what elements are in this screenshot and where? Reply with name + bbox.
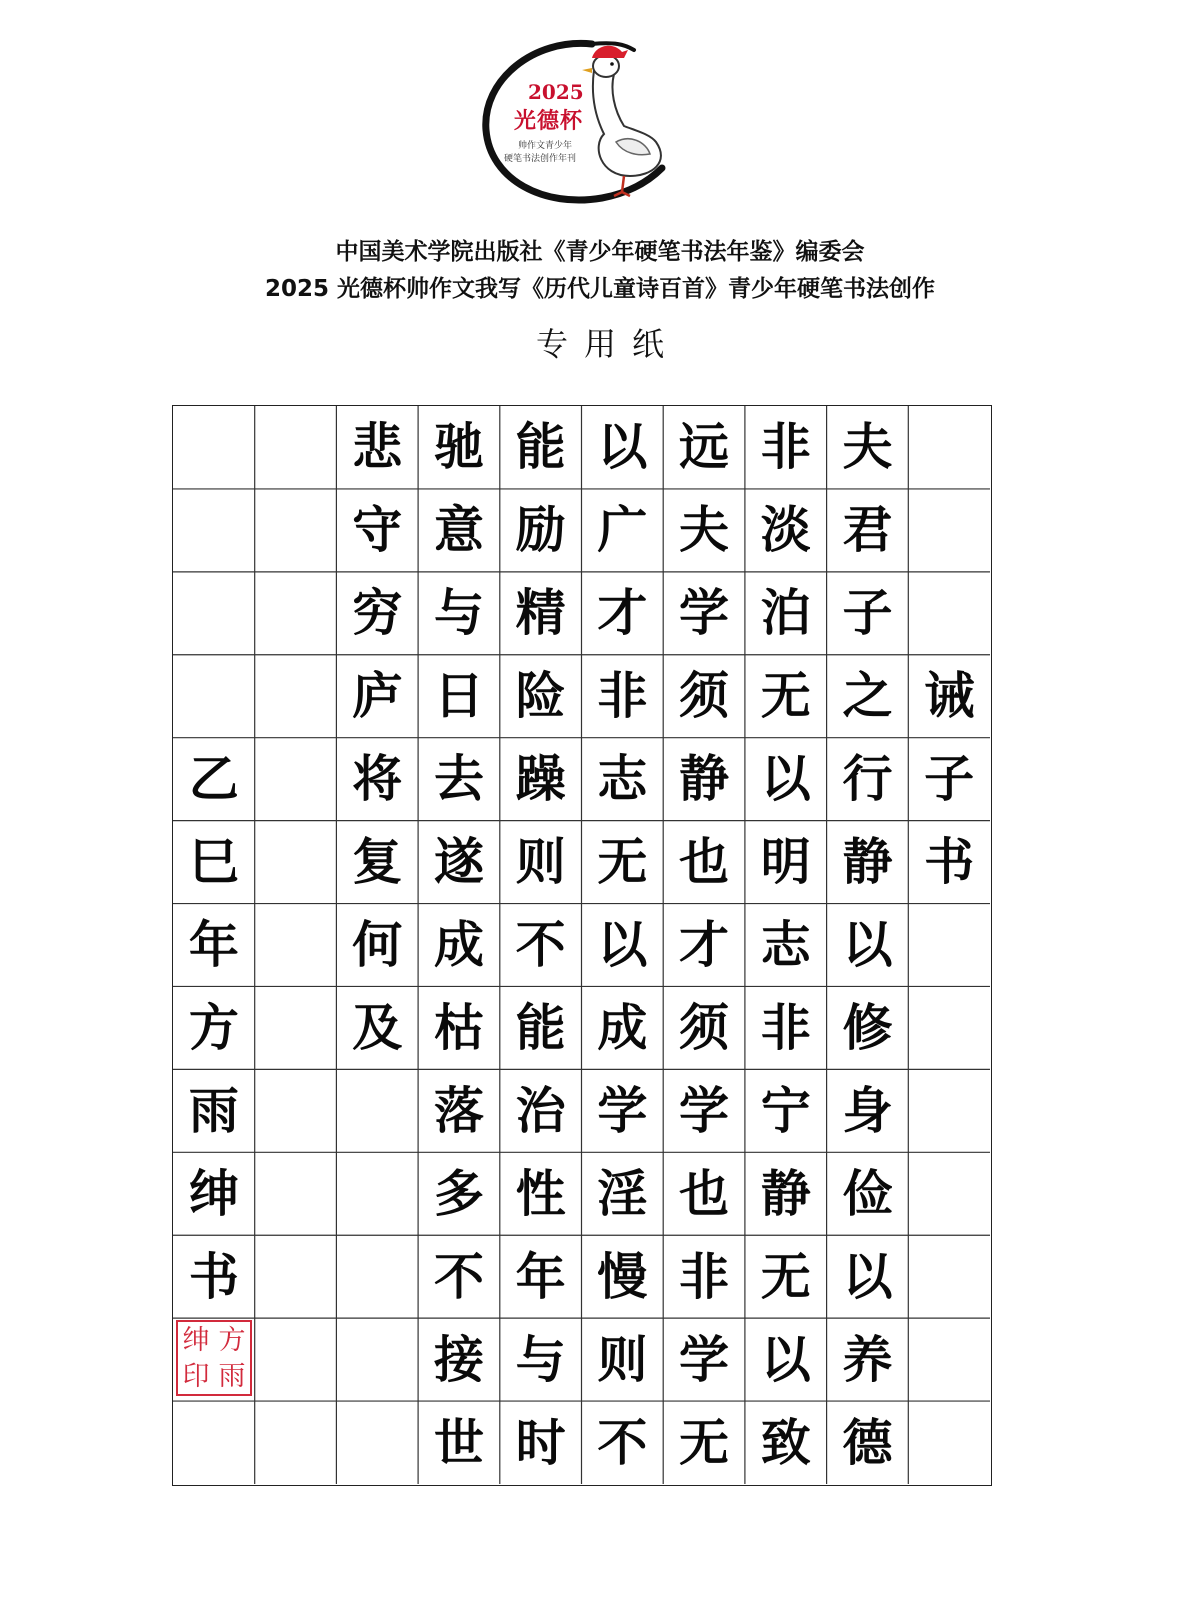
grid-character: 修 [842,997,893,1057]
grid-character: 年 [188,914,239,974]
grid-character: 也 [679,832,730,892]
logo-year: 2025 [528,80,584,104]
grid-character: 守 [352,500,403,560]
grid-character: 穷 [352,583,403,643]
grid-character: 以 [597,914,648,974]
grid-character: 也 [679,1163,730,1223]
grid-character: 多 [433,1163,484,1223]
grid-character: 乙 [188,749,239,809]
grid-character: 性 [515,1163,566,1223]
paper-title: 专用纸 [535,325,680,363]
grid-character: 世 [433,1412,484,1472]
grid-character: 慢 [597,1246,648,1306]
grid-character: 以 [842,914,893,974]
grid-character: 泊 [760,583,811,643]
grid-character: 明 [760,832,811,892]
grid-character: 雨 [188,1080,239,1140]
grid-character: 能 [515,997,566,1057]
red-seal-stamp [176,1320,252,1396]
logo-subtitle-line2: 硬笔书法创作年刊 [504,154,577,164]
grid-character: 学 [679,1329,730,1389]
writing-grid [172,405,992,1486]
grid-character: 学 [679,583,730,643]
competition-heading: 2025 光德杯帅作文我写《历代儿童诗百首》青少年硬笔书法创作 [264,276,936,302]
grid-character: 以 [760,749,811,809]
grid-character: 无 [760,666,811,726]
grid-character: 无 [760,1246,811,1306]
grid-character: 复 [352,832,403,892]
grid-character: 书 [924,832,975,892]
logo-subtitle-line1: 帅作文青少年 [518,141,573,151]
grid-character: 子 [842,583,893,643]
grid-character: 静 [679,749,730,809]
grid-character: 则 [515,832,566,892]
grid-character: 治 [515,1080,566,1140]
grid-character: 接 [433,1329,484,1389]
grid-character: 致 [760,1412,811,1472]
grid-character: 躁 [515,749,566,809]
grid-character: 行 [842,749,893,809]
grid-character: 庐 [352,666,403,726]
grid-character: 非 [597,666,648,726]
grid-character: 无 [597,832,648,892]
grid-character: 去 [433,749,484,809]
grid-character: 俭 [842,1163,893,1223]
publisher-heading: 中国美术学院出版社《青少年硬笔书法年鉴》编委会 [335,239,865,265]
grid-character: 广 [597,500,648,560]
grid-character: 险 [515,666,566,726]
grid-character: 励 [515,500,566,560]
grid-character: 养 [842,1329,893,1389]
grid-character: 能 [515,417,566,477]
grid-character: 非 [760,417,811,477]
grid-character: 遂 [433,832,484,892]
grid-character: 身 [842,1080,893,1140]
grid-character: 君 [842,500,893,560]
grid-character: 须 [679,666,730,726]
grid-character: 时 [515,1412,566,1472]
grid-character: 何 [352,914,403,974]
grid-character: 远 [679,417,730,477]
grid-character: 则 [597,1329,648,1389]
grid-character: 德 [842,1412,893,1472]
grid-character: 诫 [924,666,975,726]
seal-char: 印 [182,1360,210,1392]
grid-character: 以 [842,1246,893,1306]
grid-character: 将 [352,749,403,809]
grid-character: 学 [597,1080,648,1140]
grid-character: 精 [515,583,566,643]
grid-character: 志 [597,749,648,809]
grid-character: 年 [515,1246,566,1306]
grid-character: 无 [679,1412,730,1472]
grid-character: 之 [842,666,893,726]
grid-character: 日 [433,666,484,726]
grid-character: 与 [433,583,484,643]
grid-character: 不 [597,1412,648,1472]
grid-character: 绅 [188,1163,239,1223]
grid-character: 书 [188,1246,239,1306]
grid-character: 落 [433,1080,484,1140]
logo-ring-and-goose-icon [474,30,714,210]
grid-character: 学 [679,1080,730,1140]
seal-char: 绅 [182,1324,210,1356]
grid-character: 不 [515,914,566,974]
event-logo [474,30,714,210]
grid-character: 悲 [352,417,403,477]
grid-character: 非 [679,1246,730,1306]
grid-character: 方 [188,997,239,1057]
grid-character: 驰 [433,417,484,477]
logo-name: 光德杯 [514,108,584,134]
grid-character: 成 [433,914,484,974]
grid-character: 才 [679,914,730,974]
seal-char: 雨 [218,1360,246,1392]
grid-character: 静 [760,1163,811,1223]
grid-character: 淫 [597,1163,648,1223]
seal-char: 方 [218,1324,246,1356]
grid-character: 枯 [433,997,484,1057]
grid-character: 静 [842,832,893,892]
grid-character: 淡 [760,500,811,560]
grid-character: 意 [433,500,484,560]
grid-character: 非 [760,997,811,1057]
grid-character: 巳 [188,832,239,892]
grid-character: 及 [352,997,403,1057]
grid-character: 不 [433,1246,484,1306]
grid-character: 志 [760,914,811,974]
grid-character: 夫 [842,417,893,477]
grid-character: 与 [515,1329,566,1389]
grid-character: 成 [597,997,648,1057]
grid-character: 以 [760,1329,811,1389]
grid-character: 才 [597,583,648,643]
grid-character: 宁 [760,1080,811,1140]
grid-character: 子 [924,749,975,809]
grid-character: 夫 [679,500,730,560]
grid-character: 须 [679,997,730,1057]
grid-character: 以 [597,417,648,477]
